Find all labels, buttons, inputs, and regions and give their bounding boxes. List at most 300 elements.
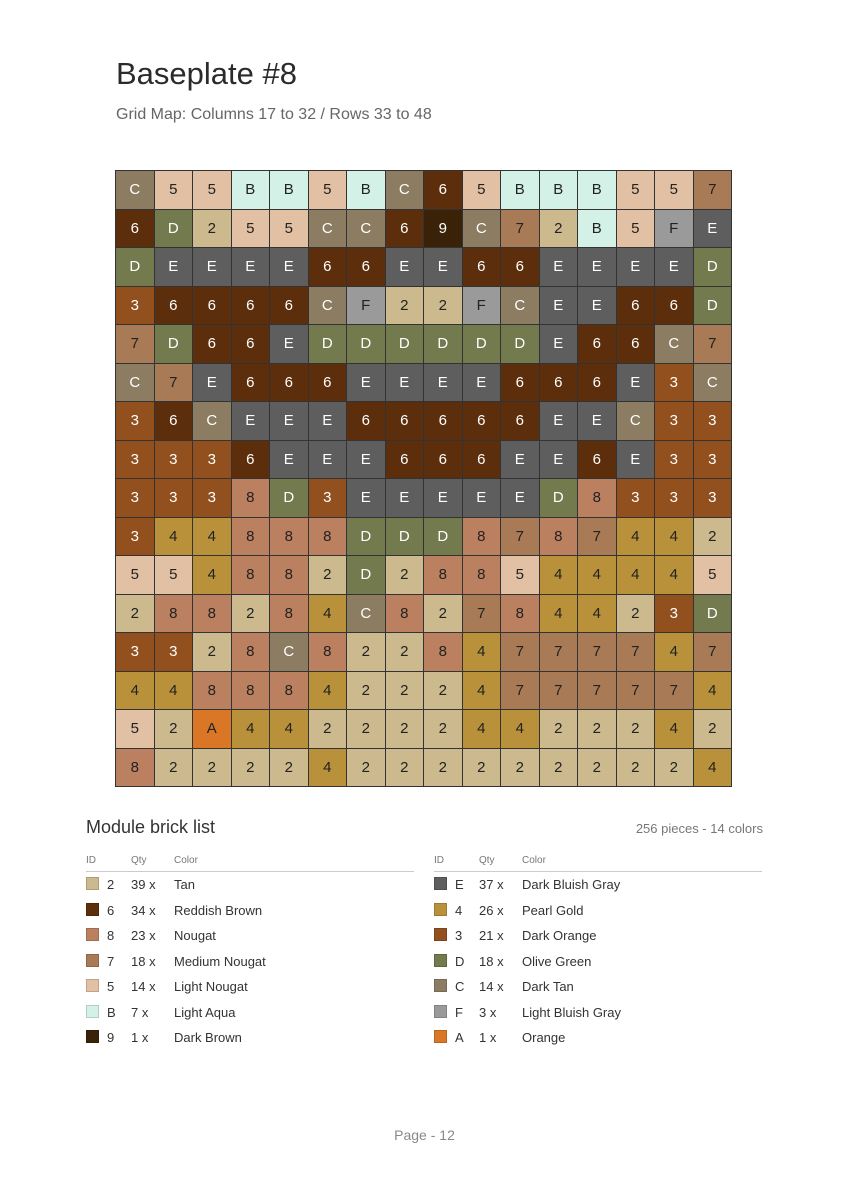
- brick-qty: 1 x: [479, 1030, 497, 1045]
- grid-cell: E: [617, 248, 655, 286]
- grid-cell: 6: [501, 248, 539, 286]
- grid-cell: 3: [155, 441, 193, 479]
- brick-list-item: [434, 949, 762, 975]
- color-swatch: [434, 903, 447, 916]
- grid-cell: 2: [347, 749, 385, 787]
- grid-cell: 6: [578, 325, 616, 363]
- grid-cell: 7: [694, 633, 732, 671]
- brick-id: E: [455, 877, 464, 892]
- grid-cell: 2: [155, 749, 193, 787]
- grid-cell: 6: [347, 402, 385, 440]
- grid-cell: C: [617, 402, 655, 440]
- brick-color-name: Olive Green: [522, 953, 592, 969]
- grid-cell: 5: [617, 210, 655, 248]
- grid-cell: E: [309, 402, 347, 440]
- grid-cell: 3: [116, 633, 154, 671]
- grid-cell: 3: [694, 441, 732, 479]
- grid-cell: 6: [155, 287, 193, 325]
- grid-cell: 7: [655, 672, 693, 710]
- grid-cell: C: [501, 287, 539, 325]
- brick-color-name: Pearl Gold: [522, 902, 584, 918]
- grid-cell: 6: [386, 441, 424, 479]
- grid-cell: E: [578, 402, 616, 440]
- grid-cell: C: [463, 210, 501, 248]
- grid-cell: 2: [193, 633, 231, 671]
- grid-cell: 2: [424, 672, 462, 710]
- grid-cell: 4: [540, 556, 578, 594]
- grid-cell: E: [501, 441, 539, 479]
- grid-cell: C: [309, 210, 347, 248]
- grid-cell: 2: [694, 710, 732, 748]
- grid-cell: E: [386, 479, 424, 517]
- color-swatch: [434, 1005, 447, 1018]
- grid-cell: D: [347, 556, 385, 594]
- grid-cell: 4: [655, 556, 693, 594]
- grid-cell: 7: [694, 171, 732, 209]
- brick-color-name: Light Bluish Gray: [522, 1004, 621, 1020]
- brick-qty: 14 x: [131, 979, 156, 994]
- grid-cell: D: [540, 479, 578, 517]
- grid-cell: 8: [501, 595, 539, 633]
- grid-cell: C: [655, 325, 693, 363]
- brick-list-item: [434, 1000, 762, 1026]
- color-swatch: [434, 928, 447, 941]
- brick-list-item: [86, 1000, 414, 1026]
- brick-id: 4: [455, 902, 463, 918]
- grid-cell: E: [386, 248, 424, 286]
- brick-qty: 37 x: [479, 877, 504, 892]
- grid-cell: 8: [270, 556, 308, 594]
- grid-cell: 7: [501, 518, 539, 556]
- color-swatch: [434, 954, 447, 967]
- brick-color-name: Tan: [174, 877, 195, 892]
- grid-cell: 8: [270, 672, 308, 710]
- grid-cell: 3: [193, 479, 231, 517]
- grid-cell: D: [347, 325, 385, 363]
- grid-cell: 4: [116, 672, 154, 710]
- grid-cell: 4: [501, 710, 539, 748]
- grid-cell: 4: [309, 672, 347, 710]
- grid-cell: 6: [463, 248, 501, 286]
- grid-cell: 2: [424, 710, 462, 748]
- grid-cell: 2: [424, 287, 462, 325]
- brick-list-header: [434, 855, 762, 872]
- grid-cell: 6: [578, 364, 616, 402]
- color-swatch: [434, 877, 447, 890]
- brick-list-right-rows: [434, 872, 762, 1051]
- grid-cell: 5: [655, 171, 693, 209]
- grid-cell: 2: [270, 749, 308, 787]
- grid-cell: 4: [694, 672, 732, 710]
- grid-cell: E: [540, 325, 578, 363]
- brick-list-item: [86, 949, 414, 975]
- grid-cell: 7: [617, 672, 655, 710]
- grid-cell: 6: [617, 287, 655, 325]
- grid-cell: 5: [232, 210, 270, 248]
- grid-cell: 5: [155, 171, 193, 209]
- brick-list-left-column: [86, 855, 414, 1051]
- brick-list-item: [86, 898, 414, 924]
- grid-cell: D: [347, 518, 385, 556]
- grid-cell: 4: [617, 556, 655, 594]
- grid-cell: 4: [578, 556, 616, 594]
- grid-cell: 4: [694, 749, 732, 787]
- grid-cell: 2: [347, 633, 385, 671]
- brick-color-name: Dark Bluish Gray: [522, 877, 621, 892]
- brick-id: A: [455, 1030, 464, 1045]
- grid-cell: E: [694, 210, 732, 248]
- grid-cell: 3: [193, 441, 231, 479]
- grid-cell: E: [617, 364, 655, 402]
- header-qty: Qty: [479, 855, 495, 866]
- grid-cell: B: [578, 210, 616, 248]
- grid-cell: 2: [578, 710, 616, 748]
- grid-cell: 8: [155, 595, 193, 633]
- grid-cell: 2: [617, 710, 655, 748]
- grid-cell: D: [116, 248, 154, 286]
- grid-cell: E: [617, 441, 655, 479]
- grid-cell: 6: [193, 287, 231, 325]
- grid-cell: E: [270, 248, 308, 286]
- grid-cell: 6: [232, 287, 270, 325]
- grid-cell: 8: [116, 749, 154, 787]
- grid-cell: 6: [501, 364, 539, 402]
- brick-color-name: Reddish Brown: [174, 902, 263, 918]
- grid-cell: 4: [463, 672, 501, 710]
- grid-cell: 7: [501, 672, 539, 710]
- grid-cell: 3: [116, 402, 154, 440]
- grid-cell: 8: [578, 479, 616, 517]
- grid-cell: 8: [232, 633, 270, 671]
- grid-cell: C: [193, 402, 231, 440]
- grid-cell: 3: [309, 479, 347, 517]
- grid-cell: 4: [193, 556, 231, 594]
- grid-cell: 3: [694, 479, 732, 517]
- grid-cell: E: [270, 402, 308, 440]
- header-id: ID: [86, 855, 96, 866]
- brick-list-item: [434, 974, 762, 1000]
- grid-cell: D: [694, 595, 732, 633]
- grid-cell: 4: [578, 595, 616, 633]
- grid-cell: 2: [617, 595, 655, 633]
- brick-qty: 14 x: [479, 979, 504, 994]
- brick-list-right-column: [434, 855, 762, 1051]
- grid-cell: B: [347, 171, 385, 209]
- grid-cell: E: [193, 364, 231, 402]
- brick-color-name: Light Aqua: [174, 1004, 236, 1020]
- grid-cell: 4: [155, 672, 193, 710]
- brick-id: 5: [107, 979, 115, 994]
- grid-cell: F: [347, 287, 385, 325]
- grid-cell: 8: [232, 518, 270, 556]
- grid-cell: 3: [116, 287, 154, 325]
- grid-cell: E: [655, 248, 693, 286]
- grid-cell: 3: [655, 595, 693, 633]
- brick-color-name: Medium Nougat: [174, 953, 266, 969]
- grid-cell: 5: [270, 210, 308, 248]
- grid-cell: 5: [309, 171, 347, 209]
- brick-list-summary: 256 pieces - 14 colors: [635, 821, 763, 836]
- grid-cell: 8: [193, 595, 231, 633]
- grid-cell: 4: [655, 518, 693, 556]
- color-swatch: [86, 954, 99, 967]
- grid-cell: 6: [309, 248, 347, 286]
- grid-cell: 3: [655, 441, 693, 479]
- brick-id: 6: [107, 902, 115, 918]
- grid-cell: 8: [232, 672, 270, 710]
- grid-cell: E: [270, 325, 308, 363]
- brick-color-name: Orange: [522, 1030, 566, 1045]
- grid-cell: 6: [193, 325, 231, 363]
- grid-cell: 5: [694, 556, 732, 594]
- grid-cell: 6: [424, 171, 462, 209]
- grid-cell: 7: [578, 518, 616, 556]
- grid-cell: 3: [617, 479, 655, 517]
- grid-cell: 5: [116, 710, 154, 748]
- grid-cell: E: [347, 479, 385, 517]
- grid-cell: B: [270, 171, 308, 209]
- grid-cell: B: [540, 171, 578, 209]
- grid-cell: D: [155, 325, 193, 363]
- grid-cell: 2: [424, 595, 462, 633]
- grid-cell: B: [232, 171, 270, 209]
- color-swatch: [434, 1030, 447, 1043]
- grid-cell: 4: [463, 633, 501, 671]
- grid-cell: D: [501, 325, 539, 363]
- color-swatch: [86, 903, 99, 916]
- grid-cell: 8: [193, 672, 231, 710]
- grid-cell: 2: [309, 556, 347, 594]
- brick-id: 7: [107, 953, 115, 969]
- grid-cell: D: [424, 325, 462, 363]
- grid-cell: 6: [232, 441, 270, 479]
- grid-cell: 8: [232, 556, 270, 594]
- brick-qty: 39 x: [131, 877, 156, 892]
- brick-id: 9: [107, 1030, 115, 1045]
- grid-cell: 2: [386, 633, 424, 671]
- header-color: Color: [174, 855, 198, 866]
- grid-cell: 8: [232, 479, 270, 517]
- grid-cell: 2: [386, 710, 424, 748]
- color-swatch: [86, 928, 99, 941]
- brick-list-item: [434, 898, 762, 924]
- brick-list-item: [86, 974, 414, 1000]
- brick-qty: 34 x: [131, 902, 156, 918]
- grid-cell: 2: [578, 749, 616, 787]
- grid-cell: 2: [193, 210, 231, 248]
- grid-cell: 5: [501, 556, 539, 594]
- grid-cell: E: [193, 248, 231, 286]
- grid-cell: D: [309, 325, 347, 363]
- brick-qty: 7 x: [131, 1004, 149, 1020]
- grid-cell: 5: [463, 171, 501, 209]
- grid-cell: 2: [540, 710, 578, 748]
- grid-cell: C: [386, 171, 424, 209]
- grid-cell: E: [540, 402, 578, 440]
- grid-cell: E: [501, 479, 539, 517]
- grid-cell: E: [232, 402, 270, 440]
- grid-cell: 4: [309, 749, 347, 787]
- brick-id: C: [455, 979, 465, 994]
- grid-cell: 6: [386, 210, 424, 248]
- grid-cell: C: [116, 171, 154, 209]
- grid-map-subtitle: Grid Map: Columns 17 to 32 / Rows 33 to 48: [116, 106, 432, 123]
- grid-cell: C: [694, 364, 732, 402]
- grid-cell: E: [232, 248, 270, 286]
- grid-cell: E: [578, 248, 616, 286]
- brick-list-item: [86, 1025, 414, 1051]
- grid-cell: E: [540, 287, 578, 325]
- grid-cell: E: [540, 248, 578, 286]
- grid-cell: 5: [116, 556, 154, 594]
- color-swatch: [86, 1030, 99, 1043]
- grid-cell: 5: [155, 556, 193, 594]
- grid-cell: E: [463, 479, 501, 517]
- grid-cell: E: [424, 479, 462, 517]
- grid-cell: B: [501, 171, 539, 209]
- color-swatch: [86, 979, 99, 992]
- header-qty: Qty: [131, 855, 147, 866]
- brick-id: 2: [107, 877, 115, 892]
- grid-cell: E: [386, 364, 424, 402]
- grid-cell: 6: [578, 441, 616, 479]
- brick-qty: 1 x: [131, 1030, 149, 1045]
- brick-list-item: [86, 872, 414, 898]
- grid-cell: 8: [463, 518, 501, 556]
- grid-cell: 2: [501, 749, 539, 787]
- grid-cell: 8: [463, 556, 501, 594]
- grid-cell: E: [424, 364, 462, 402]
- grid-cell: 6: [270, 287, 308, 325]
- grid-cell: E: [540, 441, 578, 479]
- grid-cell: 9: [424, 210, 462, 248]
- grid-cell: 3: [655, 402, 693, 440]
- grid-cell: 8: [270, 595, 308, 633]
- brick-list-item: [86, 923, 414, 949]
- grid-cell: 7: [501, 210, 539, 248]
- grid-cell: 4: [193, 518, 231, 556]
- grid-cell: 3: [694, 402, 732, 440]
- brick-id: 8: [107, 928, 115, 943]
- grid-cell: E: [463, 364, 501, 402]
- grid-cell: D: [386, 518, 424, 556]
- grid-cell: 2: [116, 595, 154, 633]
- grid-cell: 2: [617, 749, 655, 787]
- grid-cell: E: [347, 364, 385, 402]
- grid-cell: 6: [386, 402, 424, 440]
- grid-cell: 8: [424, 556, 462, 594]
- grid-cell: E: [347, 441, 385, 479]
- grid-cell: 6: [116, 210, 154, 248]
- brick-color-name: Dark Tan: [522, 979, 574, 994]
- grid-cell: 5: [617, 171, 655, 209]
- grid-cell: 2: [386, 556, 424, 594]
- grid-cell: 6: [270, 364, 308, 402]
- grid-cell: 3: [155, 633, 193, 671]
- grid-cell: 7: [694, 325, 732, 363]
- brick-id: F: [455, 1004, 463, 1020]
- brick-id: D: [455, 953, 465, 969]
- brick-list-title: Module brick list: [86, 817, 216, 837]
- grid-cell: 6: [424, 402, 462, 440]
- grid-cell: 6: [463, 402, 501, 440]
- grid-cell: D: [386, 325, 424, 363]
- brick-qty: 21 x: [479, 928, 504, 943]
- color-swatch: [86, 1005, 99, 1018]
- grid-cell: D: [155, 210, 193, 248]
- baseplate-grid: [115, 170, 732, 787]
- brick-list-item: [434, 923, 762, 949]
- grid-cell: F: [655, 210, 693, 248]
- grid-cell: C: [270, 633, 308, 671]
- grid-cell: 6: [501, 402, 539, 440]
- grid-cell: 2: [193, 749, 231, 787]
- grid-cell: D: [270, 479, 308, 517]
- grid-cell: D: [424, 518, 462, 556]
- grid-cell: 5: [193, 171, 231, 209]
- grid-cell: 4: [540, 595, 578, 633]
- grid-cell: 2: [155, 710, 193, 748]
- grid-cell: E: [270, 441, 308, 479]
- grid-cell: 3: [655, 364, 693, 402]
- grid-cell: C: [116, 364, 154, 402]
- grid-cell: 3: [116, 479, 154, 517]
- brick-list-item: [434, 872, 762, 898]
- grid-cell: 6: [617, 325, 655, 363]
- color-swatch: [86, 877, 99, 890]
- grid-cell: 2: [540, 210, 578, 248]
- grid-cell: 4: [309, 595, 347, 633]
- grid-cell: E: [578, 287, 616, 325]
- grid-cell: 7: [155, 364, 193, 402]
- brick-id: 3: [455, 928, 463, 943]
- brick-qty: 18 x: [479, 953, 504, 969]
- grid-cell: B: [578, 171, 616, 209]
- grid-cell: E: [424, 248, 462, 286]
- grid-cell: 2: [386, 287, 424, 325]
- brick-qty: 23 x: [131, 928, 156, 943]
- grid-cell: 6: [540, 364, 578, 402]
- page-number: Page - 12: [394, 1127, 455, 1143]
- grid-cell: 2: [347, 672, 385, 710]
- grid-cell: 7: [578, 672, 616, 710]
- brick-list-left-rows: [86, 872, 414, 1051]
- grid-cell: E: [309, 441, 347, 479]
- grid-cell: F: [463, 287, 501, 325]
- brick-color-name: Dark Brown: [174, 1030, 242, 1045]
- grid-cell: D: [463, 325, 501, 363]
- page-title: Baseplate #8: [116, 56, 297, 91]
- brick-qty: 18 x: [131, 953, 156, 969]
- grid-cell: 6: [463, 441, 501, 479]
- grid-cell: 6: [155, 402, 193, 440]
- grid-cell: 4: [655, 633, 693, 671]
- grid-cell: 2: [347, 710, 385, 748]
- grid-cell: 2: [424, 749, 462, 787]
- grid-cell: 7: [578, 633, 616, 671]
- grid-cell: 2: [232, 595, 270, 633]
- brick-list-header: [86, 855, 414, 872]
- grid-cell: 2: [540, 749, 578, 787]
- grid-cell: 6: [232, 325, 270, 363]
- brick-color-name: Light Nougat: [174, 979, 248, 994]
- grid-cell: E: [155, 248, 193, 286]
- grid-cell: 6: [232, 364, 270, 402]
- grid-cell: 2: [232, 749, 270, 787]
- grid-cell: 8: [309, 633, 347, 671]
- grid-cell: 7: [463, 595, 501, 633]
- grid-cell: 8: [309, 518, 347, 556]
